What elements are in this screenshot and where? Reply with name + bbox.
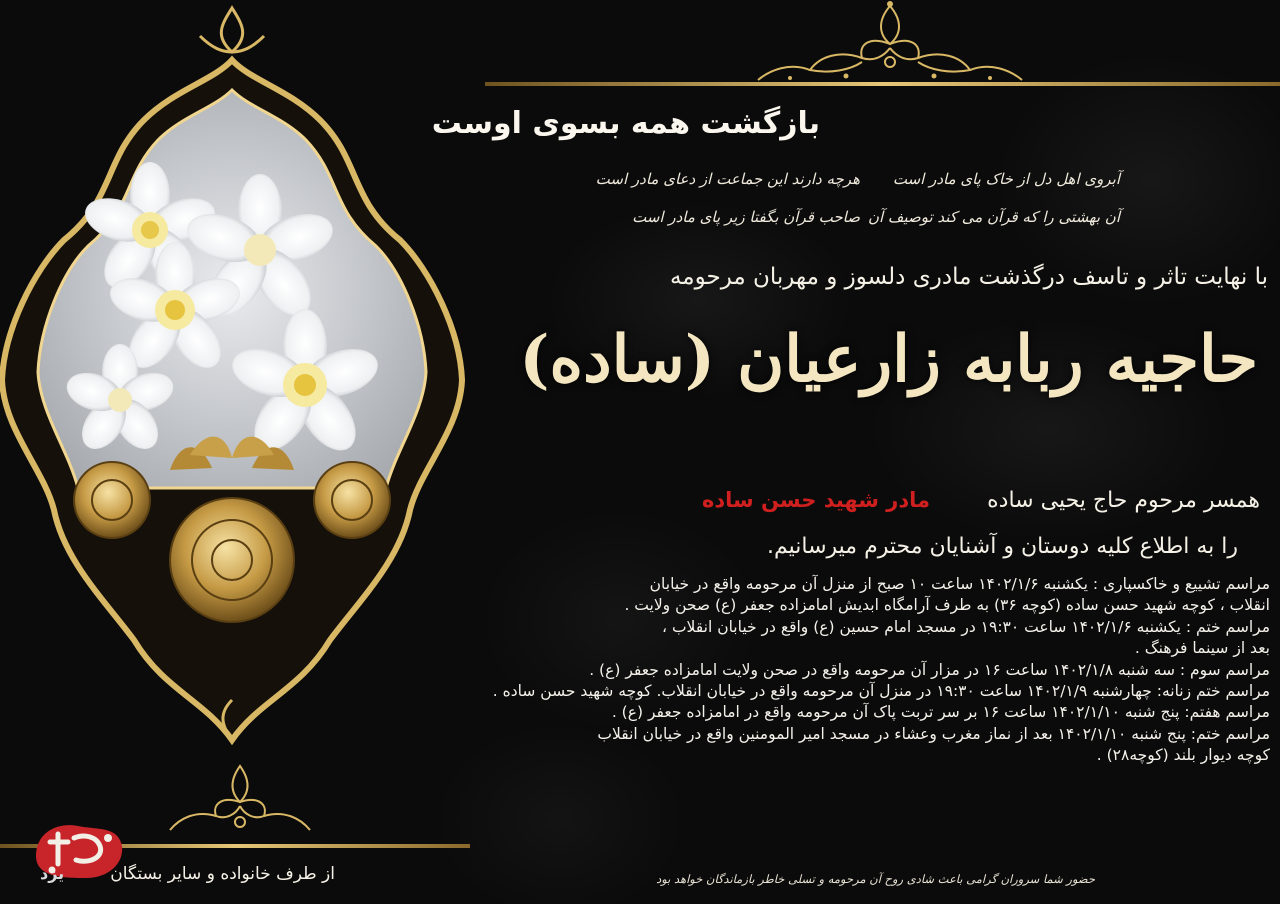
heading: بازگشت همه بسوی اوست: [431, 106, 820, 141]
footer-note: حضور شما سروران گرامی باعث شادی روح آن مرحومه و تسلی خاطر بازماندگان خواهد بود: [656, 872, 1095, 886]
ceremony-line: مراسم ختم زنانه: چهارشنبه ۱۴۰۲/۱/۹ ساعت ۱۹:۳۰ در منزل آن مرحومه واقع در خیابان انقلاب. کوچه شهید حسن ساده .: [492, 682, 1270, 701]
ceremony-line: بعد از سینما فرهنگ .: [1134, 639, 1270, 658]
ceremony-line: مراسم ختم: پنج شنبه ۱۴۰۲/۱/۱۰ بعد از نماز مغرب وعشاء در مسجد امیر المومنین واقع در خیابان انقلاب: [597, 724, 1270, 743]
poem-line1-right: آبروی اهل دل از خاک پای مادر است: [892, 170, 1120, 188]
martyr-mother-text: مادر شهید حسن ساده: [701, 488, 930, 512]
bottom-gold-ornament: [150, 760, 330, 846]
ceremony-list: [470, 574, 1270, 767]
logo-city-label: یزد: [40, 864, 65, 883]
ceremony-line: مراسم هفتم: پنج شنبه ۱۴۰۲/۱/۱۰ ساعت ۱۶ بر سر تربت پاک آن مرحومه واقع در امامزاده جعفر (ع) .: [611, 703, 1270, 722]
poem-line2-left: صاحب قرآن بگفتا زیر پای مادر است: [632, 208, 860, 226]
ceremony-line: مراسم ختم : یکشنبه ۱۴۰۲/۱/۶ ساعت ۱۹:۳۰ در مسجد امام حسین (ع) واقع در خیابان انقلاب ،: [662, 617, 1270, 636]
spouse-text: همسر مرحوم حاج یحیی ساده: [987, 488, 1260, 513]
ceremony-line: مراسم سوم : سه شنبه ۱۴۰۲/۱/۸ ساعت ۱۶ در مزار آن مرحومه واقع در صحن ولایت امامزاده جعفر (ع) .: [589, 660, 1270, 679]
poem-line2-right: آن بهشتی را که قرآن می کند توصیف آن: [867, 208, 1120, 226]
ornamental-flower-frame: [0, 0, 470, 760]
intro-text: با نهایت تاثر و تاسف درگذشت مادری دلسوز و مهربان مرحومه: [669, 264, 1268, 290]
ceremony-line: مراسم تشییع و خاکسپاری : یکشنبه ۱۴۰۲/۱/۶ ساعت ۱۰ صبح از منزل آن مرحومه واقع در خیابان: [649, 575, 1270, 593]
announcement-text: [431, 0, 1280, 904]
family-signature: از طرف خانواده و سایر بستگان: [110, 864, 335, 884]
deceased-name: حاجیه ربابه زارعیان (ساده): [519, 322, 1258, 397]
ceremony-line: کوچه دیوار بلند (کوچه۲۸) .: [1096, 746, 1270, 765]
poem-line1-left: هرچه دارند این جماعت از دعای مادر است: [595, 170, 860, 188]
notify-text: را به اطلاع کلیه دوستان و آشنایان محترم میرسانیم.: [767, 534, 1238, 559]
ceremony-line: انقلاب ، کوچه شهید حسن ساده (کوچه ۳۶) به طرف آرامگاه ابدیش امامزاده جعفر (ع) صحن ولایت .: [624, 596, 1270, 615]
